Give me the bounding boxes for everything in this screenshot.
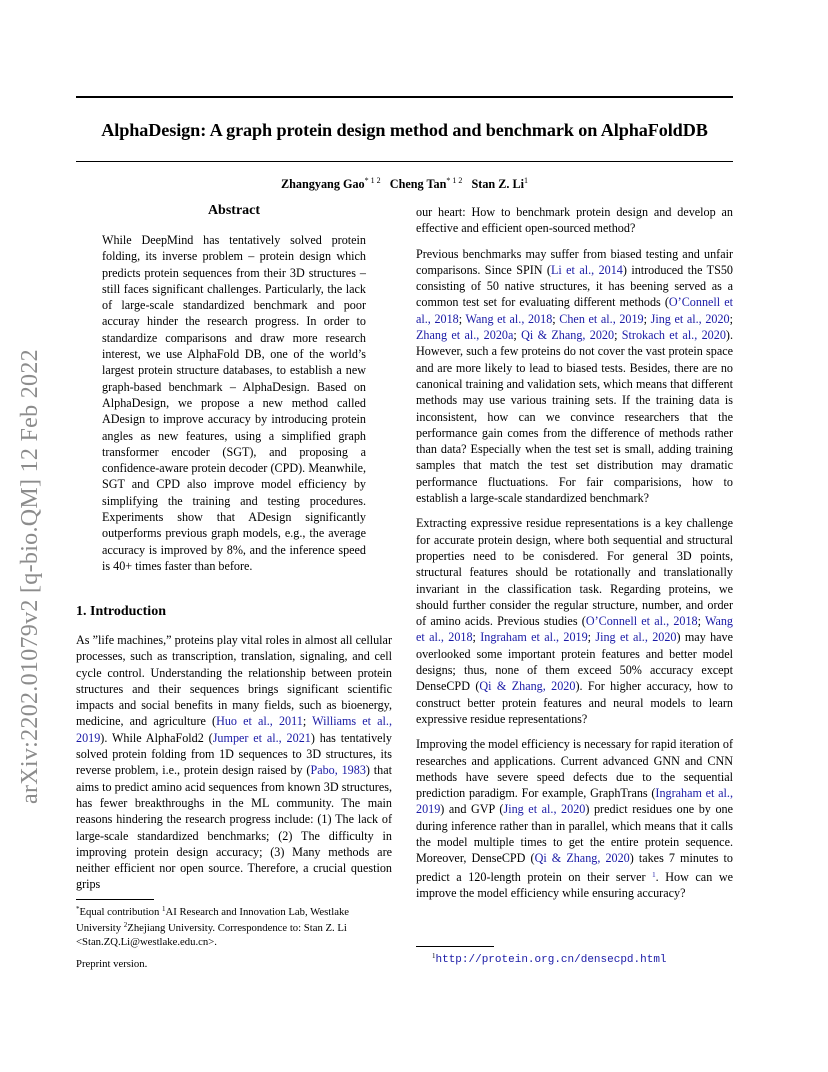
citation-link[interactable]: Jing et al., 2020: [595, 630, 677, 645]
paragraph: [416, 736, 733, 901]
author-affiliation: * 1 2: [364, 176, 381, 185]
footnote-rule: [76, 899, 154, 900]
paragraph: [416, 246, 733, 507]
footnote-mark: *: [76, 905, 80, 913]
author-affiliation: * 1 2: [446, 176, 463, 185]
paragraph: [416, 204, 733, 237]
citation-link[interactable]: Jing et al., 2020: [503, 802, 586, 817]
intro-paragraph: [76, 632, 392, 893]
paper-title: AlphaDesign: A graph protein design method and benchmark on AlphaFoldDB: [101, 120, 708, 140]
arxiv-stamp: arXiv:2202.01079v2 [q-bio.QM] 12 Feb 2022: [17, 349, 43, 804]
citation-link[interactable]: Chen et al., 2019: [559, 311, 644, 326]
right-column: [416, 204, 733, 910]
title-rule-bottom: [76, 161, 733, 162]
citation-link[interactable]: Jing et al., 2020: [650, 311, 730, 326]
citation-link[interactable]: Qi & Zhang, 2020: [534, 851, 630, 866]
citation-link[interactable]: Ingraham et al., 2019: [416, 786, 733, 817]
author-name: Zhangyang Gao: [280, 177, 365, 191]
body-text: ) introduced the TS50 consisting of 50 native structures, it has beening served as a common test set for evaluating different methods (: [416, 262, 733, 310]
body-text: ) predict residues one by one during inference rather than in parallel, which means that it calls the model multiple times to get the entire protein sequence. Moreover, DenseCPD (: [416, 802, 733, 866]
abstract-text: While DeepMind has tentatively solved protein folding, its inverse problem – protein design which predicts protein sequences from their 3D structures – still faces significant challenges. Particularly, the lack of large-scale standardized benchmark and poor accuray hinder the research progress. In order to standardize comparisons and draw more research interest, we use AlphaFold DB, one of the world’s largest protein structure databases, to establish a new graph-based benchmark – AlphaDesign. Based on AlphaDesign, we propose a new method called ADesign to improve accuracy by introducing protein angles as new features, using a simplified graph transformer encoder (SGT), and proposing a confidence-aware protein decoder (CPD). Meanwhile, SGT and CPD also improve model efficiency by simplifying the training and testing procedures. Experiments show that ADesign significantly outperforms previous graph models, e.g., the average accuracy is improved by 8%, and the inference speed is 40+ times faster than before.: [102, 233, 366, 573]
author-name: Stan Z. Li: [471, 177, 524, 191]
separator: ;: [643, 311, 651, 326]
body-text: As ”life machines,” proteins play vital roles in almost all cellular processes, such as transcription, translation, signaling, and cell cycle control. Understanding the relationship between protein structures and their sequences brings significant scientific impacts and social benefits in many fields, such as bioenergy, medicine, and agriculture (: [76, 633, 392, 729]
citation-link[interactable]: Williams et al., 2019: [76, 714, 392, 745]
footnote-mark: 1: [162, 905, 166, 913]
citation-link[interactable]: Jumper et al., 2021: [212, 730, 311, 745]
footnote-text: Equal contribution: [79, 906, 163, 918]
author-affiliation: 1: [524, 176, 528, 185]
citation-link[interactable]: Pabo, 1983: [310, 763, 366, 778]
body-text: ) and GVP (: [440, 802, 504, 817]
separator: ;: [472, 630, 481, 645]
citation-link[interactable]: Ingraham et al., 2019: [480, 630, 588, 645]
citation-link[interactable]: Li et al., 2014: [550, 262, 623, 277]
separator: ;: [513, 328, 522, 343]
body-text: ) that aims to predict amino acid sequences from known 3D structures, has fewer breakthroughs in the ML community. The main reasons hindering the research progress include: (1) The lack of large-scale standardized benchmarks; (2) The difficulty in improving protein design accuracy; (3) Many methods are neither efficient nor open source. Therefore, a crucial question grips: [76, 763, 392, 892]
footnote-mark: 2: [123, 921, 128, 930]
citation-link[interactable]: Qi & Zhang, 2020: [479, 679, 576, 694]
title-rule-top: [76, 96, 733, 98]
footnote-url-link[interactable]: http://protein.org.cn/densecpd.html: [435, 954, 667, 966]
body-text: ) has tentatively solved protein folding from 1D sequences to 3D structures, its reverse problem, i.e., protein design raised by (: [76, 730, 392, 778]
separator: ;: [552, 311, 560, 326]
separator: ;: [729, 311, 733, 326]
affiliation-footnote: [76, 903, 392, 949]
body-text: ). However, such a few proteins do not cover the vast protein space and are more likely to lead to biased tests. Besides, there are no canonical training and validation sets, which means that different methods may use various training sets. If the training data is inconsistent, how can we convince researchers that the performance gain comes from the difference of methods rather than data? Especially when the test set is small, adding training samples that match the test set distribution may dramatic performance fluctuations. For fair comparisions, how to establish a large-scale standardized benchmark?: [416, 328, 733, 506]
footnote-mark: 1: [432, 952, 436, 960]
paragraph: [416, 515, 733, 727]
footnote-text: AI Research and Innovation Lab, Westlake University: [76, 906, 350, 935]
author-name: Cheng Tan: [389, 177, 447, 191]
citation-link[interactable]: O’Connell et al., 2018: [416, 295, 733, 326]
footnote-rule: [416, 946, 494, 947]
body-text: Previous benchmarks may suffer from biased testing and unfair comparisons. Since SPIN (: [416, 246, 733, 277]
footnote-text: Zhejiang University. Correspondence to: Stan Z. Li <Stan.ZQ.Li@westlake.edu.cn>.: [76, 922, 347, 948]
body-text: . How can we improve the model efficiency while ensuring accuracy?: [416, 869, 733, 900]
citation-link[interactable]: O’Connell et al., 2018: [585, 614, 698, 629]
citation-link[interactable]: Wang et al., 2018: [465, 311, 553, 326]
abstract-heading: Abstract: [207, 203, 261, 218]
body-text: our heart: How to benchmark protein design and develop an effective and efficient open-sourced method?: [416, 205, 733, 236]
citation-link[interactable]: Wang et al., 2018: [416, 614, 733, 645]
separator: ;: [587, 630, 596, 645]
footnote-ref[interactable]: 1: [652, 870, 656, 879]
body-text: ) takes 7 minutes to predict a 120-length protein on their server: [416, 851, 733, 884]
body-text: ;: [302, 714, 313, 729]
citation-link[interactable]: Zhang et al., 2020a: [416, 328, 514, 343]
separator: ;: [614, 328, 622, 343]
body-text: ). While AlphaFold2 (: [100, 730, 213, 745]
section-heading-introduction: 1. Introduction: [76, 604, 166, 619]
author-list: [76, 176, 733, 192]
url-footnote: [432, 952, 667, 966]
body-text: ). For higher accuracy, how to construct better protein features and neural models to learn expressive residue representations?: [416, 679, 733, 726]
body-text: Improving the model efficiency is necessary for rapid iteration of researches and applications. Current advanced GNN and CNN methods have severe speed defects due to the sequential prediction paradigm. For example, GraphTrans (: [416, 737, 734, 801]
citation-link[interactable]: Qi & Zhang, 2020: [521, 328, 615, 343]
citation-link[interactable]: Strokach et al., 2020: [621, 328, 726, 343]
citation-link[interactable]: Huo et al., 2011: [216, 714, 303, 729]
separator: ;: [458, 311, 466, 326]
separator: ;: [697, 614, 705, 629]
preprint-note: Preprint version.: [76, 958, 148, 970]
body-text: ) may have overlooked some important protein features and better model designs; thus, none of them exceed 50% accuracy except DenseCPD (: [416, 630, 734, 694]
body-text: Extracting expressive residue representations is a key challenge for accurate protein design, where both sequential and structural properties need to be conisdered. For general 3D points, structural features should be rotationally and translationally invariant in the classification task. Regarding proteins, we should further consider the regular structure, number, and order of amino acids. Previous studies (: [416, 516, 733, 629]
